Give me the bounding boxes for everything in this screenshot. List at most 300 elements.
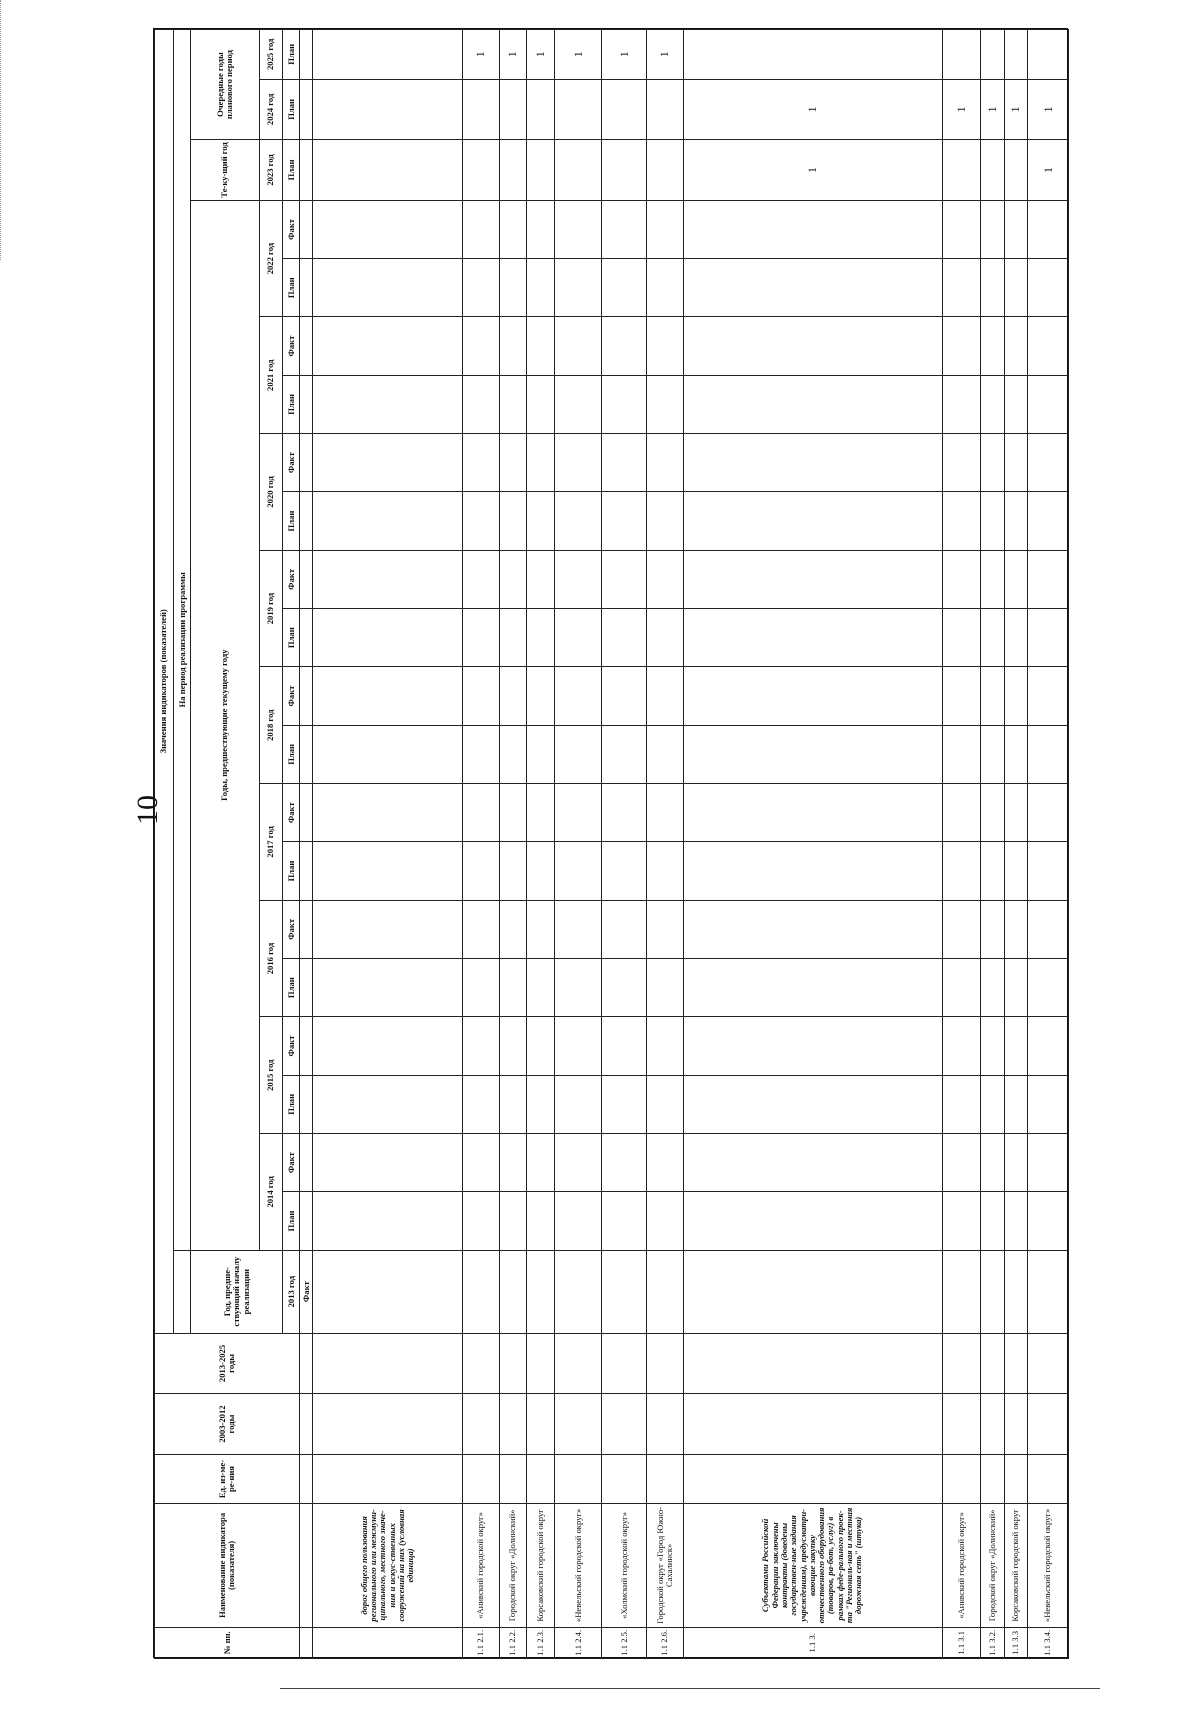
header-current-year: Те-ку-щий год: [191, 140, 259, 201]
value-2023: [602, 140, 647, 201]
value-cell: [463, 317, 499, 375]
value-cell: [602, 842, 647, 900]
value-cell: [499, 200, 527, 258]
value-cell: [647, 1017, 683, 1075]
header-blank: [300, 1017, 313, 1075]
value-cell: [1028, 1192, 1069, 1250]
value-cell: [683, 200, 942, 258]
value-cell: [683, 667, 942, 725]
value-cell: [555, 1192, 602, 1250]
value-2024: 1: [942, 79, 981, 140]
value-cell: [942, 434, 981, 492]
header-fact: Факт: [283, 200, 300, 258]
value-cell: [499, 1075, 527, 1133]
indicators-table: [154, 29, 1069, 1659]
value-cell: [527, 667, 555, 725]
header-prev-year: Год, предше-ствующий началу реализации: [191, 1250, 283, 1333]
table-row: [683, 30, 942, 1659]
table-row: [527, 30, 555, 1659]
value-cell: [1004, 375, 1028, 433]
value-cell: [647, 1075, 683, 1133]
header-fact: Факт: [283, 1134, 300, 1192]
value-cell: [1004, 1134, 1028, 1192]
value-cell: [499, 667, 527, 725]
value-cell: [527, 434, 555, 492]
header-plan: План: [283, 1075, 300, 1133]
value-2023: [463, 140, 499, 201]
row-number: 1.1 3.4.: [1028, 1627, 1069, 1658]
value-cell: [981, 1134, 1005, 1192]
value-cell: [527, 1017, 555, 1075]
header-year: 2014 год: [259, 1134, 283, 1251]
value-cell: [527, 1192, 555, 1250]
value-cell: [1028, 1333, 1069, 1394]
value-cell: [527, 1333, 555, 1394]
value-cell: [1004, 1192, 1028, 1250]
header-plan: План: [283, 30, 300, 80]
value-cell: [647, 259, 683, 317]
indicator-name: Городской округ «Долинский»: [499, 1504, 527, 1627]
row-number: 1.1 3.1: [942, 1627, 981, 1658]
value-cell: [313, 1192, 463, 1250]
header-values-title: Значения индикаторов (показателей): [155, 30, 174, 1334]
value-cell: [942, 842, 981, 900]
value-cell: [1028, 725, 1069, 783]
header-blank: [300, 842, 313, 900]
value-cell: [555, 1333, 602, 1394]
value-cell: [313, 317, 463, 375]
value-cell: [647, 200, 683, 258]
value-cell: [527, 1134, 555, 1192]
header-year: 2018 год: [259, 667, 283, 784]
value-cell: [942, 1333, 981, 1394]
value-cell: [499, 900, 527, 958]
value-2025: 1: [555, 30, 602, 80]
value-cell: [555, 1394, 602, 1455]
row-number: 1.1 3.2.: [981, 1627, 1005, 1658]
header-plan: План: [283, 725, 300, 783]
value-cell: [683, 900, 942, 958]
value-cell: [555, 609, 602, 667]
value-cell: [555, 784, 602, 842]
value-2025: 1: [602, 30, 647, 80]
value-cell: [463, 842, 499, 900]
header-blank: [300, 492, 313, 550]
header-fact: Факт: [283, 317, 300, 375]
header-fact: Факт: [283, 434, 300, 492]
indicator-name: «Анивский городской округ»: [942, 1504, 981, 1627]
value-cell: [1028, 609, 1069, 667]
value-2023: [527, 140, 555, 201]
value-cell: [942, 375, 981, 433]
value-cell: [981, 1017, 1005, 1075]
value-cell: [1028, 667, 1069, 725]
value-cell: [555, 959, 602, 1017]
value-2024: 1: [1028, 79, 1069, 140]
value-cell: [602, 959, 647, 1017]
value-cell: [1028, 1075, 1069, 1133]
value-cell: [527, 900, 555, 958]
header-2013-2025: 2013-2025 годы: [155, 1333, 300, 1394]
value-2024: 1: [981, 79, 1005, 140]
value-2023: [647, 140, 683, 201]
header-year-2023: 2023 год: [259, 140, 283, 201]
value-cell: [1028, 317, 1069, 375]
indicator-name: Корсаковский городской округ: [1004, 1504, 1028, 1627]
header-plan: План: [283, 609, 300, 667]
value-cell: [499, 842, 527, 900]
header-plan: План: [283, 1192, 300, 1250]
value-cell: [942, 1134, 981, 1192]
value-cell: [1028, 842, 1069, 900]
value-cell: [555, 317, 602, 375]
value-cell: [647, 609, 683, 667]
header-blank: [300, 667, 313, 725]
value-2024: [499, 79, 527, 140]
header-blank: [300, 1075, 313, 1133]
value-cell: [1028, 1017, 1069, 1075]
value-cell: [683, 1134, 942, 1192]
value-2023: 1: [1028, 140, 1069, 201]
header-plan: План: [283, 842, 300, 900]
value-cell: [602, 1394, 647, 1455]
value-cell: [942, 200, 981, 258]
header-year: 2022 год: [259, 200, 283, 317]
value-cell: [647, 725, 683, 783]
value-cell: [602, 317, 647, 375]
value-cell: [1004, 900, 1028, 958]
value-cell: [683, 609, 942, 667]
value-cell: [499, 259, 527, 317]
value-cell: [1028, 375, 1069, 433]
value-cell: [463, 200, 499, 258]
value-cell: [981, 1394, 1005, 1455]
value-cell: [555, 725, 602, 783]
header-plan: План: [283, 375, 300, 433]
value-cell: [602, 784, 647, 842]
header-row-6: [300, 30, 313, 1659]
value-cell: [942, 492, 981, 550]
value-cell: [647, 375, 683, 433]
value-cell: [555, 1454, 602, 1503]
value-cell: [683, 375, 942, 433]
value-cell: [313, 900, 463, 958]
value-cell: [981, 1333, 1005, 1394]
value-cell: [942, 1394, 981, 1455]
value-cell: [499, 609, 527, 667]
value-cell: [313, 550, 463, 608]
header-plan: План: [283, 492, 300, 550]
value-cell: [1028, 200, 1069, 258]
value-cell: [555, 1134, 602, 1192]
header-year-2024: 2024 год: [259, 79, 283, 140]
value-cell: [1004, 1250, 1028, 1333]
table-row: [1028, 30, 1069, 1659]
value-cell: [683, 725, 942, 783]
value-cell: [313, 842, 463, 900]
value-cell: [1004, 317, 1028, 375]
value-2023: [942, 140, 981, 201]
value-cell: [499, 1192, 527, 1250]
value-cell: [463, 259, 499, 317]
header-blank: [300, 317, 313, 375]
value-cell: [313, 375, 463, 433]
value-2024: [555, 79, 602, 140]
table-row: [1004, 30, 1028, 1659]
header-blank: [300, 200, 313, 258]
value-cell: [942, 959, 981, 1017]
value-cell: [1028, 259, 1069, 317]
value-cell: [1028, 959, 1069, 1017]
value-cell: [1004, 200, 1028, 258]
value-cell: [683, 1075, 942, 1133]
value-cell: [463, 959, 499, 1017]
value-cell: [313, 1454, 463, 1503]
value-cell: [463, 492, 499, 550]
value-cell: [602, 434, 647, 492]
value-cell: [555, 434, 602, 492]
value-cell: [981, 317, 1005, 375]
value-cell: [942, 1192, 981, 1250]
value-cell: [981, 492, 1005, 550]
value-cell: [463, 1454, 499, 1503]
header-fact: Факт: [283, 900, 300, 958]
header-blank: [300, 609, 313, 667]
header-year: 2017 год: [259, 784, 283, 901]
value-cell: [981, 725, 1005, 783]
indicator-name: Городской округ «Долинский»: [981, 1504, 1005, 1627]
value-cell: [647, 1394, 683, 1455]
value-cell: [313, 434, 463, 492]
value-cell: [647, 1454, 683, 1503]
value-cell: [313, 1250, 463, 1333]
value-cell: [683, 434, 942, 492]
value-cell: [527, 609, 555, 667]
value-cell: [555, 1075, 602, 1133]
value-cell: [313, 200, 463, 258]
value-cell: [527, 492, 555, 550]
row-number: [313, 1627, 463, 1658]
value-cell: [602, 1333, 647, 1394]
header-year: 2015 год: [259, 1017, 283, 1134]
header-blank: [300, 1504, 313, 1627]
value-cell: [527, 317, 555, 375]
header-year-2025: 2025 год: [259, 30, 283, 80]
header-blank: [300, 259, 313, 317]
scan-edge-mark: [0, 0, 4, 260]
value-cell: [683, 1017, 942, 1075]
value-cell: [463, 434, 499, 492]
value-cell: [683, 550, 942, 608]
value-cell: [499, 1394, 527, 1455]
value-cell: [981, 375, 1005, 433]
value-cell: [1004, 492, 1028, 550]
value-cell: [313, 1134, 463, 1192]
value-cell: [499, 959, 527, 1017]
header-blank: [300, 1627, 313, 1658]
value-cell: [647, 900, 683, 958]
value-cell: [981, 784, 1005, 842]
value-cell: [683, 842, 942, 900]
value-cell: [555, 550, 602, 608]
value-cell: [313, 259, 463, 317]
header-blank: [300, 79, 313, 140]
value-cell: [527, 550, 555, 608]
value-cell: [647, 550, 683, 608]
table-row: [463, 30, 499, 1659]
value-cell: [647, 1134, 683, 1192]
value-cell: [981, 900, 1005, 958]
value-cell: [602, 200, 647, 258]
value-cell: [499, 375, 527, 433]
header-num: № пп.: [155, 1627, 300, 1658]
value-cell: [1004, 1454, 1028, 1503]
value-cell: [555, 667, 602, 725]
header-unit: Ед. из-ме-ре-ния: [155, 1454, 300, 1503]
indicator-name: «Анивский городской округ»: [463, 1504, 499, 1627]
value-cell: [602, 259, 647, 317]
header-blank: [300, 140, 313, 201]
value-cell: [1004, 959, 1028, 1017]
value-cell: [942, 317, 981, 375]
value-cell: [463, 1075, 499, 1133]
value-cell: [942, 725, 981, 783]
table-row: [647, 30, 683, 1659]
value-cell: [942, 550, 981, 608]
value-cell: [981, 959, 1005, 1017]
value-cell: [499, 1017, 527, 1075]
value-2025: [981, 30, 1005, 80]
value-2025: 1: [527, 30, 555, 80]
header-name: Наименование индикатора (показателя): [155, 1504, 300, 1627]
value-2023: 1: [683, 140, 942, 201]
row-number: 1.1 2.1.: [463, 1627, 499, 1658]
header-blank: [300, 375, 313, 433]
value-cell: [527, 784, 555, 842]
row-number: 1.1 3.3: [1004, 1627, 1028, 1658]
header-plan: План: [283, 79, 300, 140]
value-cell: [683, 1250, 942, 1333]
value-cell: [1004, 1075, 1028, 1133]
value-cell: [942, 259, 981, 317]
value-cell: [981, 434, 1005, 492]
value-cell: [602, 725, 647, 783]
header-year: 2019 год: [259, 550, 283, 667]
value-cell: [647, 959, 683, 1017]
value-cell: [1028, 1454, 1069, 1503]
table-row: [602, 30, 647, 1659]
bottom-rule: [280, 1688, 1100, 1689]
value-cell: [499, 784, 527, 842]
value-cell: [1028, 1134, 1069, 1192]
header-blank: [300, 434, 313, 492]
value-cell: [1028, 900, 1069, 958]
value-cell: [463, 1394, 499, 1455]
value-cell: [313, 1333, 463, 1394]
header-blank: [300, 1192, 313, 1250]
value-cell: [602, 375, 647, 433]
value-2023: [555, 140, 602, 201]
table-row: [313, 30, 463, 1659]
value-cell: [313, 1394, 463, 1455]
value-cell: [313, 1017, 463, 1075]
value-cell: [463, 609, 499, 667]
indicator-name: «Невельский городской округ»: [555, 1504, 602, 1627]
header-year: 2020 год: [259, 434, 283, 551]
value-cell: [981, 200, 1005, 258]
value-cell: [527, 259, 555, 317]
value-cell: [602, 900, 647, 958]
value-cell: [981, 550, 1005, 608]
value-cell: [942, 784, 981, 842]
value-2025: [683, 30, 942, 80]
value-2025: [1028, 30, 1069, 80]
value-cell: [602, 609, 647, 667]
row-number: 1.1 2.6.: [647, 1627, 683, 1658]
value-cell: [1004, 725, 1028, 783]
value-cell: [647, 1250, 683, 1333]
value-cell: [527, 1394, 555, 1455]
value-cell: [527, 375, 555, 433]
value-cell: [555, 1017, 602, 1075]
value-cell: [683, 959, 942, 1017]
value-cell: [647, 1333, 683, 1394]
header-plan: План: [283, 959, 300, 1017]
indicator-name: дорог общего пользования регионального или межмуни-ципального, местного значе-ния и искус-ственных сооружений на них (условная единица): [313, 1504, 463, 1627]
indicator-name: Городской округ «Город Южно-Сахалинск»: [647, 1504, 683, 1627]
value-2025: [942, 30, 981, 80]
value-cell: [942, 1454, 981, 1503]
value-cell: [683, 492, 942, 550]
value-cell: [499, 1134, 527, 1192]
value-cell: [527, 725, 555, 783]
value-cell: [981, 609, 1005, 667]
value-2024: 1: [1004, 79, 1028, 140]
value-cell: [1004, 259, 1028, 317]
value-cell: [647, 667, 683, 725]
value-cell: [463, 1250, 499, 1333]
value-cell: [555, 1250, 602, 1333]
value-2025: [313, 30, 463, 80]
header-year-2013: 2013 год: [283, 1250, 300, 1333]
value-cell: [683, 317, 942, 375]
value-cell: [602, 550, 647, 608]
value-cell: [555, 492, 602, 550]
value-cell: [1004, 784, 1028, 842]
value-cell: [683, 1192, 942, 1250]
value-cell: [555, 900, 602, 958]
value-2024: [313, 79, 463, 140]
value-cell: [981, 1454, 1005, 1503]
value-cell: [683, 1454, 942, 1503]
value-cell: [942, 1075, 981, 1133]
value-cell: [647, 1192, 683, 1250]
header-fact: Факт: [283, 784, 300, 842]
value-cell: [463, 1017, 499, 1075]
indicator-name: Субъектами Российской Федерации заключены контракты (доведены государствен-ные задания учреждениям), предусматри-вающие закупку отечественного оборудования (товаров, ра-бот, услуг) в рамках феде-рального проек-та "Региональ-ная и местная дорожная сеть" (штука): [683, 1504, 942, 1627]
value-cell: [527, 1250, 555, 1333]
value-cell: [1004, 550, 1028, 608]
value-cell: [555, 259, 602, 317]
header-row-1: [155, 30, 174, 1659]
value-cell: [647, 434, 683, 492]
value-cell: [1004, 609, 1028, 667]
value-cell: [942, 1250, 981, 1333]
value-cell: [463, 784, 499, 842]
value-cell: [942, 667, 981, 725]
value-cell: [647, 492, 683, 550]
value-2024: [647, 79, 683, 140]
